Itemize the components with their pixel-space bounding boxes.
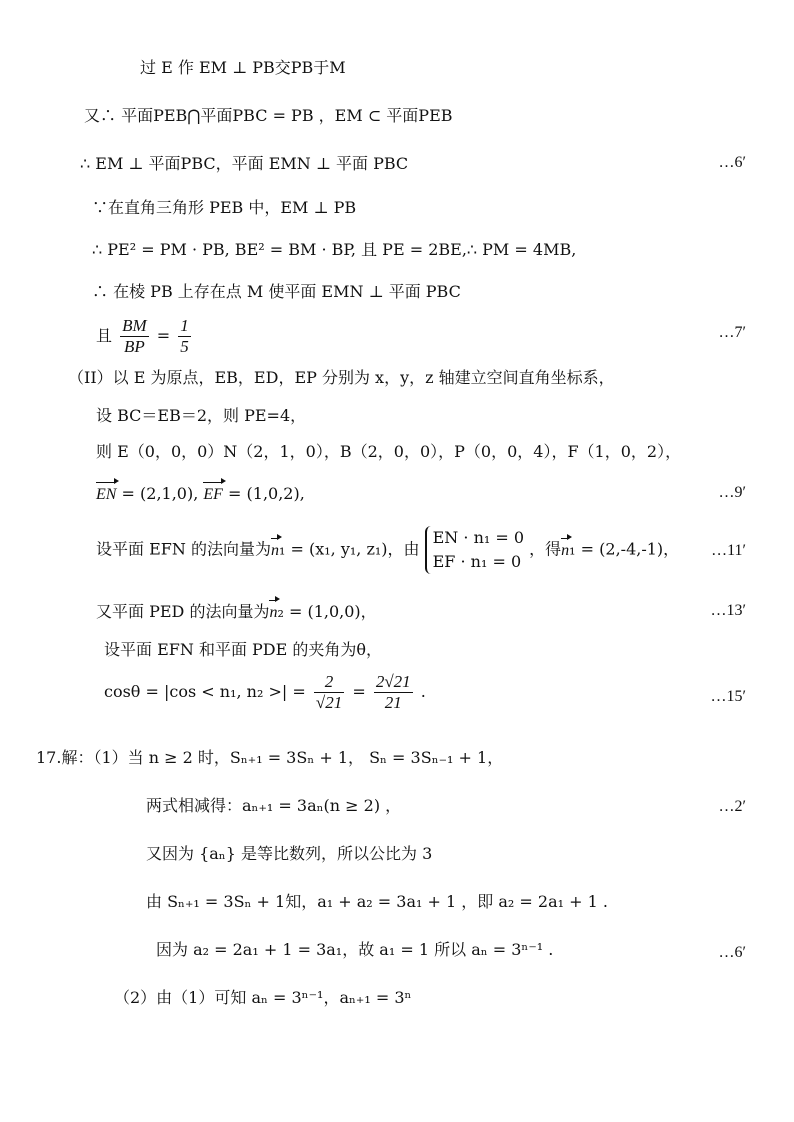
text-part: = (1,0,2), [222, 484, 305, 503]
text-line: 17.解：（1）当 n ≥ 2 时，Sₙ₊₁ = 3Sₙ + 1， Sₙ = 3Sₙ₋₁ + 1， [36, 748, 504, 767]
equation: EN · n₁ = 0 [432, 528, 525, 547]
normal-vector-line [96, 526, 679, 574]
fraction-line [96, 316, 194, 357]
fraction-denominator: BP [123, 337, 145, 356]
text-line: 两式相减得：aₙ₊₁ = 3aₙ(n ≥ 2) ， [146, 796, 402, 815]
score-mark: …2′ [718, 798, 746, 815]
score-mark: …7′ [718, 324, 746, 341]
fraction-numerator: BM [122, 316, 147, 335]
fraction-denominator: √21 [315, 693, 343, 712]
score-mark: …9′ [718, 484, 746, 501]
text-line: （2）由（1）可知 aₙ = 3ⁿ⁻¹，aₙ₊₁ = 3ⁿ [114, 988, 412, 1007]
vector-EF: EF [203, 486, 223, 503]
text-part: 设平面 EFN 的法向量为 [96, 539, 271, 559]
text-line: 又因为 {aₙ} 是等比数列，所以公比为 3 [146, 844, 433, 863]
text-line: 设 BC＝EB＝2，则 PE=4， [96, 406, 307, 425]
text-line [96, 602, 377, 623]
text-prefix: 且 [96, 326, 113, 345]
text-line: 由 Sₙ₊₁ = 3Sₙ + 1知，a₁ + a₂ = 3a₁ + 1 ，即 a₂ = 2a₁ + 1 . [146, 892, 608, 911]
vector-n: n [270, 541, 279, 559]
score-mark: …6′ [718, 154, 746, 171]
fraction [178, 316, 191, 357]
score-mark: …13′ [710, 602, 746, 619]
fraction-numerator: 2 [314, 672, 344, 693]
vector-EN: EN [96, 486, 117, 503]
text-line: ∵在直角三角形 PEB 中，EM ⊥ PB [92, 198, 357, 217]
cosine-line [104, 672, 426, 713]
text-line: 又∴ 平面PEB⋂平面PBC = PB ，EM ⊂ 平面PEB [84, 106, 453, 125]
fraction-denominator: 5 [180, 337, 189, 356]
fraction [120, 316, 149, 357]
text-line: （II）以 E 为原点，EB，ED，EP 分别为 x，y，z 轴建立空间直角坐标系， [68, 368, 615, 387]
text-line: 则 E（0，0，0）N（2，1，0），B（2，0，0），P（0，0，4），F（1，0，2）， [96, 442, 682, 461]
text-line: 因为 a₂ = 2a₁ + 1 = 3a₁，故 a₁ = 1 所以 aₙ = 3ⁿ⁻¹ . [156, 940, 554, 959]
text-part: ，得 [529, 539, 562, 559]
equals-sign: = [352, 682, 366, 701]
text-part: 又平面 PED 的法向量为 [96, 602, 270, 621]
text-part: = (2,1,0), [116, 484, 204, 503]
text-line: 过 E 作 EM ⊥ PB交PB于M [140, 58, 346, 77]
fraction [314, 672, 344, 713]
score-mark: …11′ [711, 542, 746, 559]
text-line: ∴ EM ⊥ 平面PBC，平面 EMN ⊥ 平面 PBC [80, 154, 409, 173]
text-part: ₁ = (2,-4,-1)， [569, 539, 680, 559]
text-part: cosθ = |cos < n₁, n₂ >| = [104, 682, 306, 701]
text-line: 设平面 EFN 和平面 PDE 的夹角为θ， [104, 640, 383, 659]
fraction-numerator: 1 [180, 316, 189, 335]
text-line: ∴ PE² = PM · PB, BE² = BM · BP, 且 PE = 2BE,∴ PM = 4MB, [92, 240, 577, 259]
text-part: ₂ = (1,0,0)， [277, 602, 377, 621]
fraction [374, 672, 413, 713]
fraction-numerator: 2√21 [375, 672, 411, 691]
text-line: ∴ 在棱 PB 上存在点 M 使平面 EMN ⊥ 平面 PBC [92, 282, 461, 301]
text-part: . [420, 682, 426, 701]
text-part: ₁ = (x₁, y₁, z₁)，由 [278, 539, 420, 559]
vector-n: n [561, 541, 570, 559]
vector-line [96, 484, 305, 505]
score-mark: …6′ [718, 944, 746, 961]
vector-n: n [269, 604, 278, 621]
score-mark: …15′ [710, 688, 746, 705]
equals-sign: = [156, 326, 171, 345]
equation-system [425, 526, 524, 574]
fraction-denominator: 21 [384, 693, 402, 712]
equation: EF · n₁ = 0 [432, 552, 522, 571]
